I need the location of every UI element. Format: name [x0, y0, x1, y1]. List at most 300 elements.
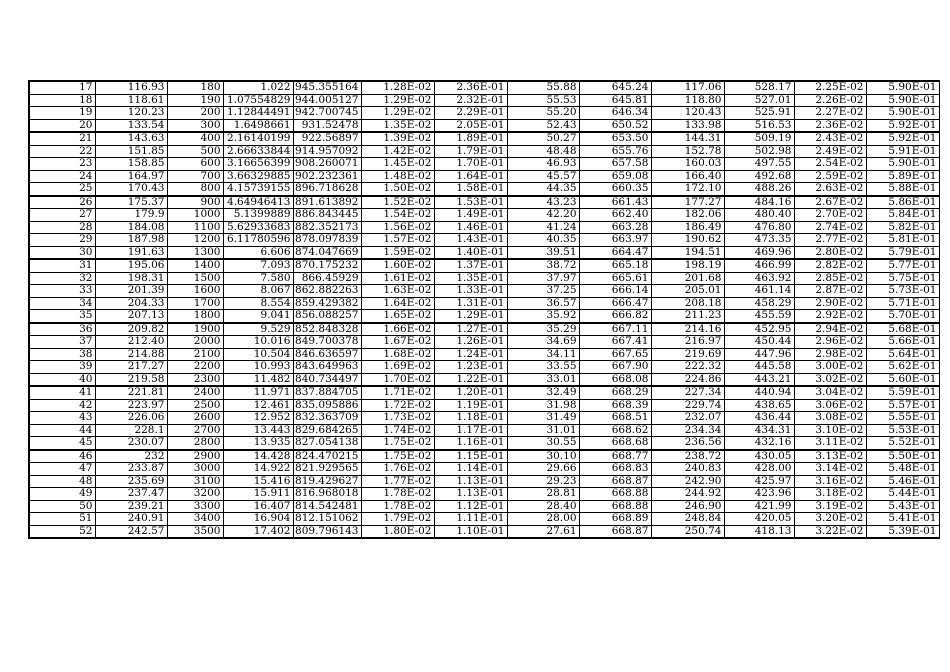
cell-col-g[interactable]: 1.13E-01: [434, 488, 507, 501]
cell-col-k[interactable]: 432.16: [724, 437, 794, 450]
cell-col-k[interactable]: 488.26: [724, 183, 794, 196]
cell-col-m[interactable]: 5.86E-01: [866, 196, 939, 209]
cell-col-j[interactable]: 236.56: [651, 437, 724, 450]
cell-col-l[interactable]: 3.11E-02: [794, 437, 866, 450]
cell-row-index[interactable]: 27: [29, 209, 95, 222]
cell-col-f[interactable]: 1.54E-02: [361, 209, 434, 222]
cell-row-index[interactable]: 17: [29, 81, 95, 94]
cell-col-i[interactable]: 668.68: [579, 437, 651, 450]
cell-col-m[interactable]: 5.75E-01: [866, 272, 939, 285]
cell-col-b[interactable]: 207.13: [95, 310, 167, 323]
cell-col-j[interactable]: 190.62: [651, 234, 724, 247]
cell-col-g[interactable]: 1.12E-01: [434, 500, 507, 513]
cell-col-g[interactable]: 1.46E-01: [434, 221, 507, 234]
cell-col-k[interactable]: 527.01: [724, 94, 794, 107]
cell-col-d[interactable]: 8.067: [223, 285, 293, 298]
cell-col-e[interactable]: 942.700745: [293, 107, 361, 120]
cell-col-e[interactable]: 837.884705: [293, 386, 361, 399]
cell-row-index[interactable]: 40: [29, 373, 95, 386]
cell-col-c[interactable]: 3300: [167, 500, 223, 513]
cell-col-l[interactable]: 3.06E-02: [794, 399, 866, 412]
cell-col-i[interactable]: 660.35: [579, 183, 651, 196]
cell-col-j[interactable]: 238.72: [651, 450, 724, 463]
cell-col-k[interactable]: 420.05: [724, 513, 794, 526]
cell-col-d[interactable]: 14.428: [223, 450, 293, 463]
cell-col-d[interactable]: 11.482: [223, 373, 293, 386]
cell-col-d[interactable]: 2.16140199: [223, 132, 293, 145]
cell-col-k[interactable]: 430.05: [724, 450, 794, 463]
cell-col-h[interactable]: 37.25: [507, 285, 579, 298]
cell-col-i[interactable]: 668.88: [579, 500, 651, 513]
cell-col-l[interactable]: 2.92E-02: [794, 310, 866, 323]
cell-col-i[interactable]: 659.08: [579, 170, 651, 183]
cell-col-i[interactable]: 663.28: [579, 221, 651, 234]
cell-col-c[interactable]: 900: [167, 196, 223, 209]
cell-col-g[interactable]: 1.11E-01: [434, 513, 507, 526]
cell-col-c[interactable]: 1300: [167, 246, 223, 259]
cell-col-m[interactable]: 5.71E-01: [866, 297, 939, 310]
cell-col-e[interactable]: 816.968018: [293, 488, 361, 501]
cell-col-l[interactable]: 2.49E-02: [794, 145, 866, 158]
cell-col-m[interactable]: 5.52E-01: [866, 437, 939, 450]
cell-col-j[interactable]: 120.43: [651, 107, 724, 120]
cell-col-c[interactable]: 180: [167, 81, 223, 94]
cell-col-b[interactable]: 214.88: [95, 348, 167, 361]
cell-col-e[interactable]: 862.882263: [293, 285, 361, 298]
cell-col-k[interactable]: 443.21: [724, 373, 794, 386]
cell-col-i[interactable]: 657.58: [579, 158, 651, 171]
cell-col-j[interactable]: 144.31: [651, 132, 724, 145]
cell-col-m[interactable]: 5.77E-01: [866, 259, 939, 272]
cell-col-m[interactable]: 5.43E-01: [866, 500, 939, 513]
cell-col-k[interactable]: 452.95: [724, 323, 794, 336]
cell-col-c[interactable]: 2900: [167, 450, 223, 463]
cell-col-e[interactable]: 824.470215: [293, 450, 361, 463]
cell-row-index[interactable]: 28: [29, 221, 95, 234]
cell-col-i[interactable]: 666.14: [579, 285, 651, 298]
cell-col-e[interactable]: 886.843445: [293, 209, 361, 222]
cell-col-e[interactable]: 874.047669: [293, 246, 361, 259]
cell-col-k[interactable]: 484.16: [724, 196, 794, 209]
cell-row-index[interactable]: 25: [29, 183, 95, 196]
cell-col-i[interactable]: 668.83: [579, 463, 651, 476]
cell-col-j[interactable]: 216.97: [651, 336, 724, 349]
cell-col-c[interactable]: 400: [167, 132, 223, 145]
cell-col-j[interactable]: 186.49: [651, 221, 724, 234]
cell-col-g[interactable]: 2.29E-01: [434, 107, 507, 120]
cell-col-d[interactable]: 16.904: [223, 513, 293, 526]
cell-col-j[interactable]: 208.18: [651, 297, 724, 310]
cell-col-k[interactable]: 425.97: [724, 475, 794, 488]
cell-col-c[interactable]: 2000: [167, 336, 223, 349]
cell-col-c[interactable]: 3000: [167, 463, 223, 476]
cell-col-c[interactable]: 600: [167, 158, 223, 171]
cell-col-k[interactable]: 447.96: [724, 348, 794, 361]
cell-col-g[interactable]: 1.23E-01: [434, 361, 507, 374]
cell-col-e[interactable]: 852.848328: [293, 323, 361, 336]
cell-col-c[interactable]: 3400: [167, 513, 223, 526]
cell-col-b[interactable]: 239.21: [95, 500, 167, 513]
cell-col-g[interactable]: 1.40E-01: [434, 246, 507, 259]
cell-col-m[interactable]: 5.84E-01: [866, 209, 939, 222]
cell-col-f[interactable]: 1.66E-02: [361, 323, 434, 336]
cell-col-b[interactable]: 204.33: [95, 297, 167, 310]
cell-col-e[interactable]: 859.429382: [293, 297, 361, 310]
cell-col-c[interactable]: 2200: [167, 361, 223, 374]
cell-col-l[interactable]: 2.77E-02: [794, 234, 866, 247]
cell-col-k[interactable]: 480.40: [724, 209, 794, 222]
cell-col-b[interactable]: 219.58: [95, 373, 167, 386]
cell-col-d[interactable]: 4.15739155: [223, 183, 293, 196]
cell-row-index[interactable]: 32: [29, 272, 95, 285]
cell-col-h[interactable]: 50.27: [507, 132, 579, 145]
cell-col-d[interactable]: 10.016: [223, 336, 293, 349]
cell-col-d[interactable]: 2.66633844: [223, 145, 293, 158]
cell-col-b[interactable]: 209.82: [95, 323, 167, 336]
cell-col-j[interactable]: 232.07: [651, 412, 724, 425]
cell-col-f[interactable]: 1.45E-02: [361, 158, 434, 171]
cell-col-j[interactable]: 182.06: [651, 209, 724, 222]
cell-col-h[interactable]: 41.24: [507, 221, 579, 234]
cell-col-g[interactable]: 1.79E-01: [434, 145, 507, 158]
cell-col-m[interactable]: 5.90E-01: [866, 107, 939, 120]
cell-col-g[interactable]: 1.58E-01: [434, 183, 507, 196]
cell-col-k[interactable]: 455.59: [724, 310, 794, 323]
cell-col-i[interactable]: 653.50: [579, 132, 651, 145]
cell-col-k[interactable]: 469.96: [724, 246, 794, 259]
cell-col-f[interactable]: 1.74E-02: [361, 424, 434, 437]
cell-col-l[interactable]: 2.80E-02: [794, 246, 866, 259]
cell-col-i[interactable]: 667.90: [579, 361, 651, 374]
cell-row-index[interactable]: 49: [29, 488, 95, 501]
cell-row-index[interactable]: 35: [29, 310, 95, 323]
cell-col-j[interactable]: 250.74: [651, 525, 724, 538]
cell-col-f[interactable]: 1.67E-02: [361, 336, 434, 349]
cell-col-l[interactable]: 2.82E-02: [794, 259, 866, 272]
cell-col-f[interactable]: 1.72E-02: [361, 399, 434, 412]
cell-col-b[interactable]: 151.85: [95, 145, 167, 158]
cell-col-f[interactable]: 1.29E-02: [361, 107, 434, 120]
cell-col-c[interactable]: 2100: [167, 348, 223, 361]
cell-col-h[interactable]: 38.72: [507, 259, 579, 272]
cell-col-e[interactable]: 809.796143: [293, 525, 361, 538]
cell-col-b[interactable]: 179.9: [95, 209, 167, 222]
cell-col-i[interactable]: 668.62: [579, 424, 651, 437]
cell-col-i[interactable]: 645.81: [579, 94, 651, 107]
cell-col-i[interactable]: 663.97: [579, 234, 651, 247]
cell-col-b[interactable]: 164.97: [95, 170, 167, 183]
cell-col-g[interactable]: 1.19E-01: [434, 399, 507, 412]
cell-col-k[interactable]: 428.00: [724, 463, 794, 476]
cell-col-e[interactable]: 835.095886: [293, 399, 361, 412]
cell-col-h[interactable]: 31.01: [507, 424, 579, 437]
cell-col-l[interactable]: 2.26E-02: [794, 94, 866, 107]
cell-col-d[interactable]: 3.16656399: [223, 158, 293, 171]
cell-col-e[interactable]: 908.260071: [293, 158, 361, 171]
cell-col-j[interactable]: 242.90: [651, 475, 724, 488]
cell-col-i[interactable]: 650.52: [579, 119, 651, 132]
cell-col-k[interactable]: 458.29: [724, 297, 794, 310]
cell-col-b[interactable]: 158.85: [95, 158, 167, 171]
cell-col-c[interactable]: 1100: [167, 221, 223, 234]
cell-col-d[interactable]: 3.66329885: [223, 170, 293, 183]
cell-col-f[interactable]: 1.59E-02: [361, 246, 434, 259]
cell-col-f[interactable]: 1.70E-02: [361, 373, 434, 386]
cell-col-b[interactable]: 191.63: [95, 246, 167, 259]
cell-col-j[interactable]: 219.69: [651, 348, 724, 361]
cell-col-i[interactable]: 668.87: [579, 475, 651, 488]
cell-col-j[interactable]: 172.10: [651, 183, 724, 196]
cell-col-b[interactable]: 217.27: [95, 361, 167, 374]
cell-col-b[interactable]: 240.91: [95, 513, 167, 526]
cell-col-k[interactable]: 525.91: [724, 107, 794, 120]
cell-col-m[interactable]: 5.88E-01: [866, 183, 939, 196]
cell-col-e[interactable]: 829.684265: [293, 424, 361, 437]
cell-col-h[interactable]: 29.66: [507, 463, 579, 476]
cell-row-index[interactable]: 38: [29, 348, 95, 361]
cell-col-e[interactable]: 878.097839: [293, 234, 361, 247]
cell-col-g[interactable]: 1.17E-01: [434, 424, 507, 437]
cell-col-e[interactable]: 896.718628: [293, 183, 361, 196]
cell-col-l[interactable]: 2.87E-02: [794, 285, 866, 298]
cell-col-m[interactable]: 5.44E-01: [866, 488, 939, 501]
cell-col-d[interactable]: 1.6498661: [223, 119, 293, 132]
cell-col-f[interactable]: 1.48E-02: [361, 170, 434, 183]
cell-col-f[interactable]: 1.64E-02: [361, 297, 434, 310]
cell-col-b[interactable]: 118.61: [95, 94, 167, 107]
cell-col-c[interactable]: 1200: [167, 234, 223, 247]
cell-col-d[interactable]: 1.022: [223, 81, 293, 94]
cell-col-h[interactable]: 27.61: [507, 525, 579, 538]
cell-col-j[interactable]: 234.34: [651, 424, 724, 437]
cell-col-m[interactable]: 5.46E-01: [866, 475, 939, 488]
cell-col-h[interactable]: 31.98: [507, 399, 579, 412]
cell-col-h[interactable]: 44.35: [507, 183, 579, 196]
cell-col-e[interactable]: 922.56897: [293, 132, 361, 145]
cell-col-d[interactable]: 13.443: [223, 424, 293, 437]
cell-col-j[interactable]: 211.23: [651, 310, 724, 323]
cell-col-m[interactable]: 5.91E-01: [866, 145, 939, 158]
cell-col-h[interactable]: 28.40: [507, 500, 579, 513]
cell-col-h[interactable]: 52.43: [507, 119, 579, 132]
cell-col-i[interactable]: 668.89: [579, 513, 651, 526]
cell-col-f[interactable]: 1.78E-02: [361, 500, 434, 513]
cell-col-i[interactable]: 666.82: [579, 310, 651, 323]
cell-col-i[interactable]: 665.61: [579, 272, 651, 285]
cell-col-b[interactable]: 133.54: [95, 119, 167, 132]
cell-col-b[interactable]: 230.07: [95, 437, 167, 450]
cell-col-i[interactable]: 646.34: [579, 107, 651, 120]
cell-col-b[interactable]: 195.06: [95, 259, 167, 272]
cell-col-g[interactable]: 1.18E-01: [434, 412, 507, 425]
cell-col-c[interactable]: 1600: [167, 285, 223, 298]
cell-col-d[interactable]: 12.461: [223, 399, 293, 412]
cell-col-m[interactable]: 5.62E-01: [866, 361, 939, 374]
cell-col-f[interactable]: 1.79E-02: [361, 513, 434, 526]
cell-col-f[interactable]: 1.56E-02: [361, 221, 434, 234]
cell-col-h[interactable]: 46.93: [507, 158, 579, 171]
cell-col-m[interactable]: 5.92E-01: [866, 119, 939, 132]
cell-col-e[interactable]: 821.929565: [293, 463, 361, 476]
cell-col-e[interactable]: 812.151062: [293, 513, 361, 526]
cell-col-b[interactable]: 242.57: [95, 525, 167, 538]
cell-row-index[interactable]: 20: [29, 119, 95, 132]
cell-col-f[interactable]: 1.35E-02: [361, 119, 434, 132]
cell-col-b[interactable]: 143.63: [95, 132, 167, 145]
cell-row-index[interactable]: 30: [29, 246, 95, 259]
cell-col-l[interactable]: 2.63E-02: [794, 183, 866, 196]
cell-col-e[interactable]: 882.352173: [293, 221, 361, 234]
cell-col-l[interactable]: 2.94E-02: [794, 323, 866, 336]
cell-col-d[interactable]: 7.580: [223, 272, 293, 285]
cell-col-l[interactable]: 3.14E-02: [794, 463, 866, 476]
cell-col-g[interactable]: 1.24E-01: [434, 348, 507, 361]
cell-col-h[interactable]: 55.20: [507, 107, 579, 120]
cell-col-j[interactable]: 205.01: [651, 285, 724, 298]
cell-col-c[interactable]: 1500: [167, 272, 223, 285]
cell-col-i[interactable]: 668.51: [579, 412, 651, 425]
cell-col-d[interactable]: 15.416: [223, 475, 293, 488]
cell-col-c[interactable]: 2800: [167, 437, 223, 450]
cell-col-i[interactable]: 665.18: [579, 259, 651, 272]
cell-col-l[interactable]: 3.00E-02: [794, 361, 866, 374]
cell-row-index[interactable]: 33: [29, 285, 95, 298]
cell-row-index[interactable]: 45: [29, 437, 95, 450]
cell-col-j[interactable]: 214.16: [651, 323, 724, 336]
cell-col-l[interactable]: 2.59E-02: [794, 170, 866, 183]
cell-row-index[interactable]: 26: [29, 196, 95, 209]
cell-row-index[interactable]: 19: [29, 107, 95, 120]
cell-col-d[interactable]: 14.922: [223, 463, 293, 476]
cell-col-c[interactable]: 2700: [167, 424, 223, 437]
cell-col-j[interactable]: 248.84: [651, 513, 724, 526]
cell-col-k[interactable]: 516.53: [724, 119, 794, 132]
cell-col-l[interactable]: 3.20E-02: [794, 513, 866, 526]
cell-col-l[interactable]: 2.98E-02: [794, 348, 866, 361]
cell-col-k[interactable]: 434.31: [724, 424, 794, 437]
cell-col-k[interactable]: 502.98: [724, 145, 794, 158]
cell-col-d[interactable]: 8.554: [223, 297, 293, 310]
cell-col-e[interactable]: 856.088257: [293, 310, 361, 323]
cell-col-e[interactable]: 891.613892: [293, 196, 361, 209]
cell-col-m[interactable]: 5.90E-01: [866, 158, 939, 171]
cell-col-j[interactable]: 177.27: [651, 196, 724, 209]
cell-col-d[interactable]: 4.64946413: [223, 196, 293, 209]
cell-col-f[interactable]: 1.57E-02: [361, 234, 434, 247]
cell-col-f[interactable]: 1.39E-02: [361, 132, 434, 145]
cell-col-g[interactable]: 1.37E-01: [434, 259, 507, 272]
cell-col-d[interactable]: 17.402: [223, 525, 293, 538]
cell-col-f[interactable]: 1.50E-02: [361, 183, 434, 196]
cell-col-l[interactable]: 2.25E-02: [794, 81, 866, 94]
cell-col-c[interactable]: 200: [167, 107, 223, 120]
cell-col-e[interactable]: 832.363709: [293, 412, 361, 425]
cell-col-l[interactable]: 2.67E-02: [794, 196, 866, 209]
cell-col-i[interactable]: 667.41: [579, 336, 651, 349]
cell-col-h[interactable]: 55.88: [507, 81, 579, 94]
cell-row-index[interactable]: 46: [29, 450, 95, 463]
cell-col-c[interactable]: 1700: [167, 297, 223, 310]
cell-col-m[interactable]: 5.70E-01: [866, 310, 939, 323]
cell-col-c[interactable]: 2500: [167, 399, 223, 412]
cell-col-k[interactable]: 440.94: [724, 386, 794, 399]
cell-col-b[interactable]: 120.23: [95, 107, 167, 120]
cell-col-d[interactable]: 5.62933683: [223, 221, 293, 234]
cell-col-h[interactable]: 42.20: [507, 209, 579, 222]
cell-col-c[interactable]: 2300: [167, 373, 223, 386]
cell-row-index[interactable]: 18: [29, 94, 95, 107]
cell-col-h[interactable]: 55.53: [507, 94, 579, 107]
cell-col-h[interactable]: 31.49: [507, 412, 579, 425]
cell-col-b[interactable]: 233.87: [95, 463, 167, 476]
cell-col-e[interactable]: 931.52478: [293, 119, 361, 132]
cell-col-l[interactable]: 3.22E-02: [794, 525, 866, 538]
cell-row-index[interactable]: 24: [29, 170, 95, 183]
cell-col-h[interactable]: 40.35: [507, 234, 579, 247]
cell-col-b[interactable]: 175.37: [95, 196, 167, 209]
cell-col-l[interactable]: 2.36E-02: [794, 119, 866, 132]
cell-col-l[interactable]: 2.96E-02: [794, 336, 866, 349]
cell-col-k[interactable]: 476.80: [724, 221, 794, 234]
cell-col-h[interactable]: 37.97: [507, 272, 579, 285]
cell-col-g[interactable]: 1.29E-01: [434, 310, 507, 323]
cell-col-e[interactable]: 814.542481: [293, 500, 361, 513]
cell-col-c[interactable]: 500: [167, 145, 223, 158]
cell-col-j[interactable]: 117.06: [651, 81, 724, 94]
cell-col-c[interactable]: 3200: [167, 488, 223, 501]
cell-col-e[interactable]: 827.054138: [293, 437, 361, 450]
cell-col-e[interactable]: 819.429627: [293, 475, 361, 488]
cell-col-m[interactable]: 5.57E-01: [866, 399, 939, 412]
cell-col-b[interactable]: 228.1: [95, 424, 167, 437]
cell-col-d[interactable]: 10.504: [223, 348, 293, 361]
cell-col-k[interactable]: 436.44: [724, 412, 794, 425]
cell-row-index[interactable]: 41: [29, 386, 95, 399]
cell-col-d[interactable]: 1.07554829: [223, 94, 293, 107]
cell-col-k[interactable]: 509.19: [724, 132, 794, 145]
cell-col-j[interactable]: 152.78: [651, 145, 724, 158]
cell-col-d[interactable]: 7.093: [223, 259, 293, 272]
cell-col-g[interactable]: 2.36E-01: [434, 81, 507, 94]
cell-col-c[interactable]: 1800: [167, 310, 223, 323]
cell-row-index[interactable]: 37: [29, 336, 95, 349]
cell-col-l[interactable]: 3.16E-02: [794, 475, 866, 488]
cell-col-i[interactable]: 668.77: [579, 450, 651, 463]
cell-row-index[interactable]: 21: [29, 132, 95, 145]
cell-col-f[interactable]: 1.61E-02: [361, 272, 434, 285]
cell-col-g[interactable]: 1.49E-01: [434, 209, 507, 222]
cell-col-d[interactable]: 16.407: [223, 500, 293, 513]
cell-col-m[interactable]: 5.53E-01: [866, 424, 939, 437]
cell-col-l[interactable]: 3.04E-02: [794, 386, 866, 399]
cell-col-d[interactable]: 15.911: [223, 488, 293, 501]
cell-col-c[interactable]: 1400: [167, 259, 223, 272]
cell-col-k[interactable]: 492.68: [724, 170, 794, 183]
cell-col-e[interactable]: 843.649963: [293, 361, 361, 374]
cell-col-h[interactable]: 34.11: [507, 348, 579, 361]
cell-col-g[interactable]: 1.33E-01: [434, 285, 507, 298]
cell-col-l[interactable]: 3.13E-02: [794, 450, 866, 463]
cell-col-f[interactable]: 1.80E-02: [361, 525, 434, 538]
cell-col-g[interactable]: 1.27E-01: [434, 323, 507, 336]
cell-row-index[interactable]: 31: [29, 259, 95, 272]
cell-col-m[interactable]: 5.89E-01: [866, 170, 939, 183]
cell-col-i[interactable]: 645.24: [579, 81, 651, 94]
cell-col-j[interactable]: 160.03: [651, 158, 724, 171]
cell-col-b[interactable]: 223.97: [95, 399, 167, 412]
cell-col-b[interactable]: 232: [95, 450, 167, 463]
cell-col-i[interactable]: 664.47: [579, 246, 651, 259]
